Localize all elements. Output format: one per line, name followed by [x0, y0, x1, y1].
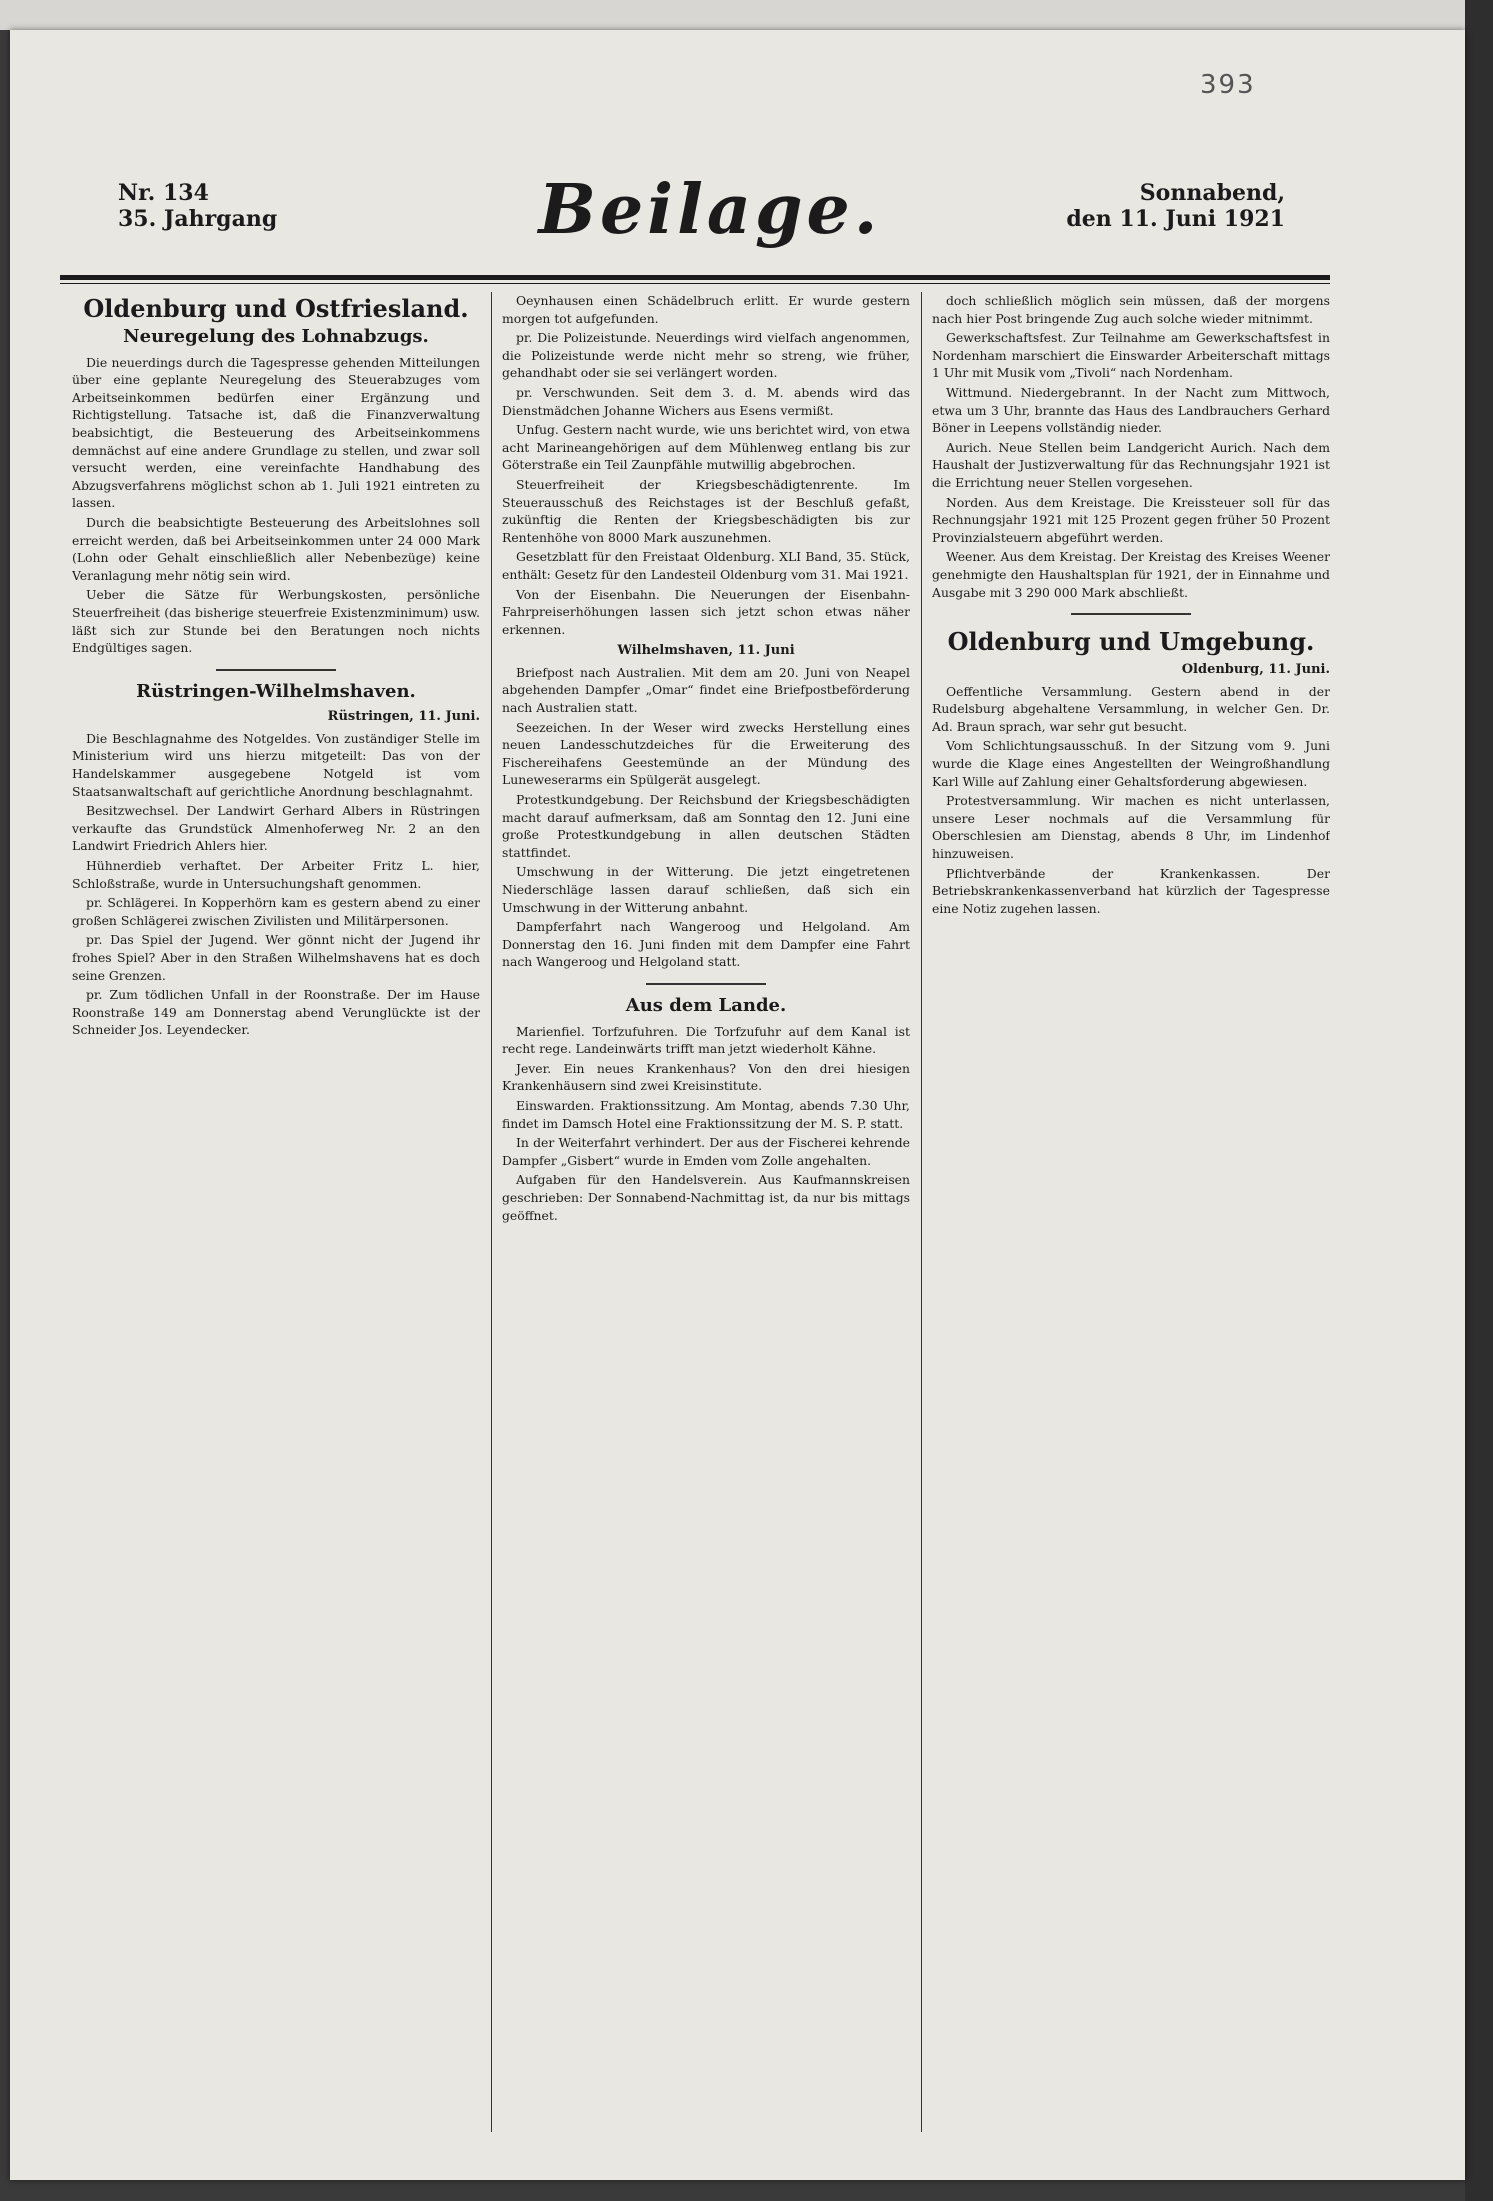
article-paragraph: Pflichtverbände der Krankenkassen. Der Betriebskrankenkassenverband hat kürzlich der Tagespresse eine Notiz zugehen lassen. — [932, 865, 1330, 916]
divider — [646, 983, 766, 985]
section-title: Oldenburg und Umgebung. — [947, 627, 1315, 657]
article-paragraph: Norden. Aus dem Kreistage. Die Kreissteuer soll für das Rechnungsjahr 1921 mit 125 Prozent gegen früher 50 Prozent Provinzialsteuern abgeführt werden. — [932, 494, 1330, 545]
dateline: Wilhelmshaven, 11. Juni — [617, 643, 795, 659]
article-paragraph: Unfug. Gestern nacht wurde, wie uns berichtet wird, von etwa acht Marineangehörigen auf dem Mühlenweg entlang bis zur Göterstraße ein Teil Zaunpfähle mutwillig abgebrochen. — [502, 422, 910, 473]
article-paragraph: Marienfiel. Torfzufuhren. Die Torfzufuhr auf dem Kanal ist recht rege. Landeinwärts trifft man jetzt wiederholt Kähne. — [502, 1023, 910, 1057]
article-paragraph: Aurich. Neue Stellen beim Landgericht Aurich. Nach dem Haushalt der Justizverwaltung für das Rechnungsjahr 1921 ist die Errichtung neuer Stellen vorgesehen. — [932, 439, 1330, 490]
article-paragraph: Steuerfreiheit der Kriegsbeschädigtenrente. Im Steuerausschuß des Reichstages ist der Beschluß gefaßt, zukünftig die Renten der Kriegsbeschädigten bis zur Rentenhöhe von 8000 Mark auszunehmen. — [502, 476, 910, 545]
article-paragraph: Besitzwechsel. Der Landwirt Gerhard Albers in Rüstringen verkaufte das Grundstück Almenhoferweg Nr. 2 an den Landwirt Friedrich Ahlers hier. — [72, 803, 480, 854]
column-1 — [72, 292, 480, 2172]
article-paragraph: Die Beschlagnahme des Notgeldes. Von zuständiger Stelle im Ministerium wird uns hierzu mitgeteilt: Das von der Handelskammer ausgegebene Notgeld ist vom Staatsanwaltschaft auf gerichtliche Anordnung beschlagnahmt. — [72, 730, 480, 799]
article-title: Neuregelung des Lohnabzugs. — [123, 326, 429, 347]
volume: 35. Jahrgang — [118, 206, 278, 232]
masthead — [10, 30, 1465, 260]
article-paragraph: pr. Die Polizeistunde. Neuerdings wird vielfach angenommen, die Polizeistunde werde nicht mehr so streng, wie früher, gehandhabt oder sie sei verlängert worden. — [502, 330, 910, 381]
article-paragraph: Ueber die Sätze für Werbungskosten, persönliche Steuerfreiheit (das bisherige steuerfreie Existenzminimum) usw. läßt sich zur Stunde bei den Beratungen noch nichts Endgültiges sagen. — [72, 587, 480, 656]
article-paragraph: Gewerkschaftsfest. Zur Teilnahme am Gewerkschaftsfest in Nordenham marschiert die Einswarder Arbeiterschaft mittags 1 Uhr mit Musik vom „Tivoli“ nach Nordenham. — [932, 330, 1330, 381]
section-title: Oldenburg und Ostfriesland. — [83, 294, 469, 323]
article-paragraph: Oeynhausen einen Schädelbruch erlitt. Er wurde gestern morgen tot aufgefunden. — [502, 293, 910, 326]
dateline: Oldenburg, 11. Juni. — [1181, 662, 1330, 678]
masthead-rule — [60, 275, 1330, 280]
issue-date: den 11. Juni 1921 — [1066, 206, 1285, 232]
article-paragraph: Hühnerdieb verhaftet. Der Arbeiter Fritz L. hier, Schloßstraße, wurde in Untersuchungshaft genommen. — [72, 858, 480, 891]
article-paragraph: Briefpost nach Australien. Mit dem am 20. Juni von Neapel abgehenden Dampfer „Omar“ findet eine Briefpostbeförderung nach Australien statt. — [502, 664, 910, 716]
article-paragraph: doch schließlich möglich sein müssen, daß der morgens nach hier Post bringende Zug auch solche wieder mitnimmt. — [932, 293, 1330, 326]
article-paragraph: Durch die beabsichtigte Besteuerung des Arbeitslohnes soll erreicht werden, daß bei Arbeitseinkommen unter 24 000 Mark (Lohn oder Gehalt einschließlich aller Nebenbezüge) keine Veranlagung mehr nötig sein wird. — [72, 514, 480, 583]
article-paragraph: Vom Schlichtungsausschuß. In der Sitzung vom 9. Juni wurde die Klage eines Angestellten der Weingroßhandlung Karl Wille auf Zahlung einer Gehaltsforderung abgewiesen. — [932, 738, 1330, 789]
dateline: Rüstringen, 11. Juni. — [327, 709, 480, 725]
weekday: Sonnabend, — [1139, 180, 1285, 206]
article-paragraph: Wittmund. Niedergebrannt. In der Nacht zum Mittwoch, etwa um 3 Uhr, brannte das Haus des Landbrauchers Gerhard Böner in Leepens vollständig nieder. — [932, 384, 1330, 436]
date-info — [1066, 180, 1285, 232]
column-3 — [932, 292, 1330, 2172]
article-paragraph: pr. Zum tödlichen Unfall in der Roonstraße. Der im Hause Roonstraße 149 am Donnerstag abend Verunglückte ist der Schneider Jos. Leyendecker. — [72, 987, 480, 1038]
article-paragraph: Gesetzblatt für den Freistaat Oldenburg. XLI Band, 35. Stück, enthält: Gesetz für den Landesteil Oldenburg vom 31. Mai 1921. — [502, 549, 910, 582]
masthead-rule-thin — [60, 283, 1330, 284]
article-paragraph: Dampferfahrt nach Wangeroog und Helgoland. Am Donnerstag den 16. Juni finden mit dem Dampfer eine Fahrt nach Wangeroog und Helgoland statt. — [502, 919, 910, 970]
subsection-title: Rüstringen-Wilhelmshaven. — [136, 680, 416, 702]
column-rule-2 — [921, 292, 922, 2132]
article-paragraph: Einswarden. Fraktionssitzung. Am Montag, abends 7.30 Uhr, findet im Damsch Hotel eine Fraktionssitzung der M. S. P. statt. — [502, 1097, 910, 1131]
article-paragraph: Jever. Ein neues Krankenhaus? Von den drei hiesigen Krankenhäusern sind zwei Kreisinstitute. — [502, 1060, 910, 1094]
article-paragraph: Protestversammlung. Wir machen es nicht unterlassen, unsere Leser nochmals auf die Versammlung für Oberschlesien am Dienstag, abends 8 Uhr, im Lindenhof hinzuweisen. — [932, 793, 1330, 862]
top-margin-strip — [0, 0, 1493, 30]
article-paragraph: Weener. Aus dem Kreistag. Der Kreistag des Kreises Weener genehmigte den Haushaltsplan für 1921, der in Einnahme und Ausgabe mit 3 290 000 Mark abschließt. — [932, 549, 1330, 600]
article-paragraph: pr. Das Spiel der Jugend. Wer gönnt nicht der Jugend ihr frohes Spiel? Aber in den Straßen Wilhelmshavens hat es doch seine Grenzen. — [72, 932, 480, 983]
article-paragraph: Protestkundgebung. Der Reichsbund der Kriegsbeschädigten macht darauf aufmerksam, daß am Sonntag den 12. Juni eine große Protestkundgebung in allen deutschen Städten stattfindet. — [502, 792, 910, 860]
divider — [1071, 613, 1191, 615]
article-paragraph: Umschwung in der Witterung. Die jetzt eingetretenen Niederschläge lassen darauf schließen, daß sich ein Umschwung in der Witterung anbahnt. — [502, 864, 910, 915]
issue-number: Nr. 134 — [118, 180, 209, 206]
divider — [216, 669, 336, 671]
article-paragraph: Von der Eisenbahn. Die Neuerungen der Eisenbahn-Fahrpreiserhöhungen lassen sich jetzt schon etwas näher erkennen. — [502, 586, 910, 637]
article-paragraph: Aufgaben für den Handelsverein. Aus Kaufmannskreisen geschrieben: Der Sonnabend-Nachmittag ist, da nur bis mittags geöffnet. — [502, 1172, 910, 1223]
scan-edge — [1465, 0, 1493, 2201]
column-2 — [502, 292, 910, 2172]
article-paragraph: Seezeichen. In der Weser wird zwecks Herstellung eines neuen Landesschutzdeiches für die Erweiterung des Fischereihafens Geestemünde an der Mündung des Luneweserarms ein Spülgerät ausgelegt. — [502, 719, 910, 788]
article-paragraph: pr. Schlägerei. In Kopperhörn kam es gestern abend zu einer großen Schlägerei zwischen Zivilisten und Militärpersonen. — [72, 895, 480, 928]
newspaper-page — [10, 30, 1465, 2180]
article-paragraph: Oeffentliche Versammlung. Gestern abend in der Rudelsburg abgehaltene Versammlung, in welcher Gen. Dr. Ad. Braun sprach, war sehr gut besucht. — [932, 683, 1330, 734]
issue-info — [118, 180, 277, 232]
section-title: Aus dem Lande. — [625, 994, 787, 1016]
article-paragraph: In der Weiterfahrt verhindert. Der aus der Fischerei kehrende Dampfer „Gisbert“ wurde in Emden vom Zolle angehalten. — [502, 1135, 910, 1168]
article-paragraph: pr. Verschwunden. Seit dem 3. d. M. abends wird das Dienstmädchen Johanne Wichers aus Esens vermißt. — [502, 384, 910, 418]
article-paragraph: Die neuerdings durch die Tagespresse gehenden Mitteilungen über eine geplante Neuregelung des Steuerabzuges vom Arbeitseinkommen bedürfen einer Ergänzung und Richtigstellung. Tatsache ist, daß die Finanzverwaltung beabsichtigt, die Besteuerung des Arbeitseinkommens demnächst auf eine andere Grundlage zu stellen, und zwar soll versucht werden, eine vereinfachte Handhabung des Abzugsverfahrens möglichst schon ab 1. Juli 1921 eintreten zu lassen. — [72, 354, 480, 511]
masthead-title: Beilage. — [538, 170, 882, 250]
column-rule-1 — [491, 292, 492, 2132]
page-number: 393 — [1200, 70, 1256, 100]
